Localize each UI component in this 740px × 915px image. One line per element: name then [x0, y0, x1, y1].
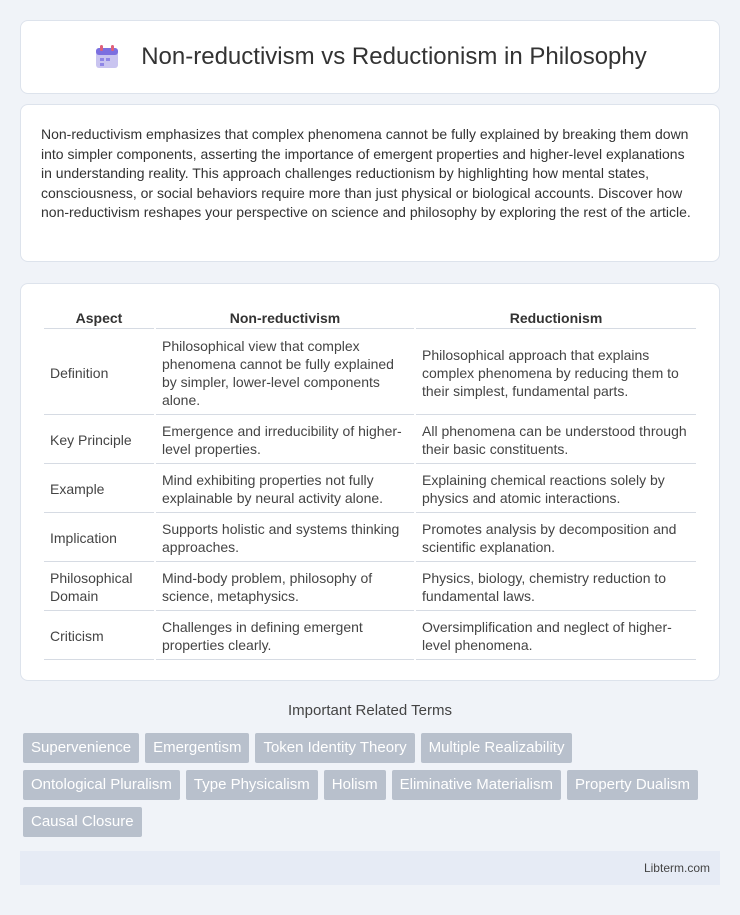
- related-term-tag[interactable]: Emergentism: [145, 733, 249, 763]
- cell-non-reductivism: Challenges in defining emergent properties clearly.: [156, 613, 414, 660]
- table-row: [44, 466, 696, 513]
- cell-non-reductivism: Mind-body problem, philosophy of science, metaphysics.: [156, 564, 414, 611]
- related-term-tag[interactable]: Holism: [324, 770, 386, 800]
- page-title-text: Non-reductivism vs Reductionism in Philosophy: [141, 43, 647, 70]
- table-row: [44, 331, 696, 415]
- cell-aspect: Criticism: [44, 613, 154, 660]
- cell-aspect: Implication: [44, 515, 154, 562]
- cell-reductionism: Promotes analysis by decomposition and scientific explanation.: [416, 515, 696, 562]
- header-reductionism: Reductionism: [416, 306, 696, 329]
- cell-non-reductivism: Mind exhibiting properties not fully explainable by neural activity alone.: [156, 466, 414, 513]
- table-row: [44, 613, 696, 660]
- comparison-table: [42, 304, 698, 662]
- cell-aspect: Example: [44, 466, 154, 513]
- related-term-tag[interactable]: Type Physicalism: [186, 770, 318, 800]
- comparison-table-card: [20, 283, 720, 681]
- footer-site-link[interactable]: Libterm.com: [643, 861, 710, 875]
- related-term-tag[interactable]: Ontological Pluralism: [23, 770, 180, 800]
- header-aspect: Aspect: [44, 306, 154, 329]
- cell-aspect: Definition: [44, 331, 154, 415]
- cell-reductionism: Physics, biology, chemistry reduction to fundamental laws.: [416, 564, 696, 611]
- cell-reductionism: All phenomena can be understood through their basic constituents.: [416, 417, 696, 464]
- table-row: [44, 417, 696, 464]
- calendar-icon: [93, 43, 121, 71]
- intro-card: [20, 104, 720, 262]
- intro-text: Non-reductivism emphasizes that complex phenomena cannot be fully explained by breaking them down into simpler components, asserting the importance of emergent properties and higher-level explanations in understanding reality. This approach challenges reductionism by highlighting how mental states, consciousness, or social behaviors require more than just physical or biological accounts. Discover how non-reductivism reshapes your perspective on science and philosophy by exploring the rest of the article.: [41, 126, 691, 220]
- footer: [20, 851, 720, 885]
- cell-reductionism: Explaining chemical reactions solely by physics and atomic interactions.: [416, 466, 696, 513]
- related-term-tag[interactable]: Token Identity Theory: [255, 733, 414, 763]
- cell-non-reductivism: Supports holistic and systems thinking approaches.: [156, 515, 414, 562]
- cell-non-reductivism: Philosophical view that complex phenomena cannot be fully explained by simpler, lower-level components alone.: [156, 331, 414, 415]
- related-term-tag[interactable]: Property Dualism: [567, 770, 698, 800]
- header-non-reductivism: Non-reductivism: [156, 306, 414, 329]
- related-term-tag[interactable]: Eliminative Materialism: [392, 770, 561, 800]
- cell-aspect: Key Principle: [44, 417, 154, 464]
- table-row: [44, 564, 696, 611]
- cell-non-reductivism: Emergence and irreducibility of higher-level properties.: [156, 417, 414, 464]
- cell-reductionism: Philosophical approach that explains complex phenomena by reducing them to their simplest, fundamental parts.: [416, 331, 696, 415]
- table-row: [44, 515, 696, 562]
- related-term-tag[interactable]: Supervenience: [23, 733, 139, 763]
- table-header-row: [44, 306, 696, 329]
- title-card: [20, 20, 720, 94]
- related-term-tag[interactable]: Multiple Realizability: [421, 733, 573, 763]
- related-terms-title: Important Related Terms: [288, 702, 452, 719]
- cell-aspect: Philosophical Domain: [44, 564, 154, 611]
- related-term-tag[interactable]: Causal Closure: [23, 807, 142, 837]
- page-title: [93, 43, 647, 71]
- related-terms-list: [23, 733, 723, 844]
- cell-reductionism: Oversimplification and neglect of higher-level phenomena.: [416, 613, 696, 660]
